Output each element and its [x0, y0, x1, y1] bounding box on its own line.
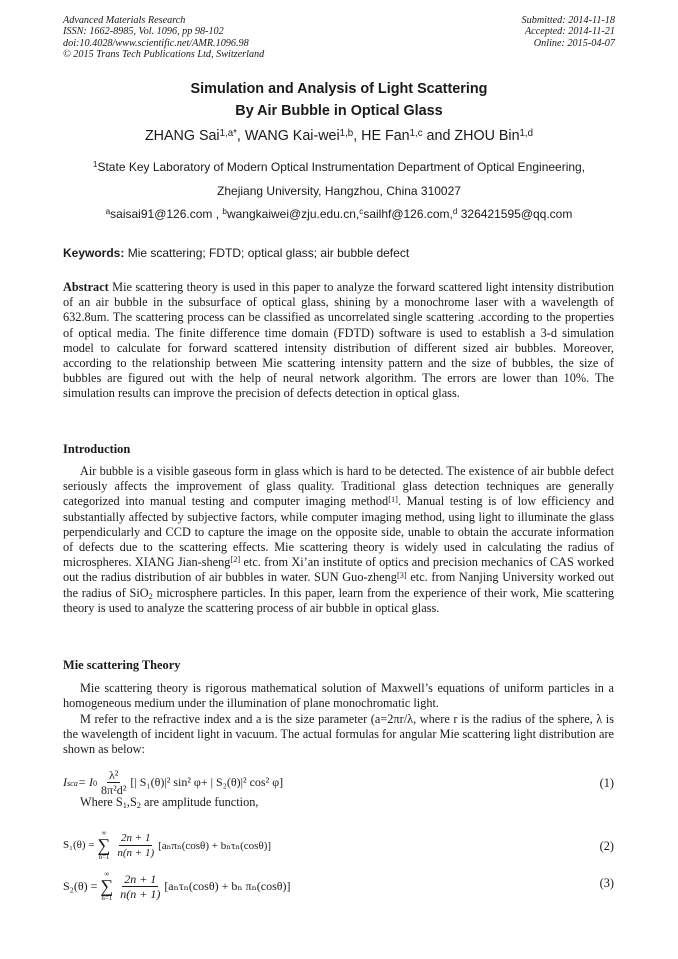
issn-line: ISSN: 1662-8985, Vol. 1096, pp 98-102: [63, 26, 224, 38]
email-c[interactable]: sailhf@126.com,: [363, 207, 453, 221]
author-affil-sup: 1,c: [409, 127, 423, 139]
mie-heading: Mie scattering Theory: [63, 658, 181, 672]
sigma-icon: ∑: [97, 835, 111, 855]
eq1-eq: = I: [77, 774, 93, 789]
introduction-heading: Introduction: [63, 442, 131, 456]
eq2-sum: [98, 829, 111, 861]
email-list: [0, 207, 678, 221]
citation-3[interactable]: [3]: [396, 570, 407, 580]
citation-2[interactable]: [2]: [230, 555, 241, 565]
title-line-1: Simulation and Analysis of Light Scattering: [190, 81, 488, 97]
intro-text: . Manual testing is of low efficiency and substantially affected by subjective factors, while computer imaging method, using light to illuminate the glass perpendicularly and CCD to capture the image on the opposite side, unable to obtain the accurate information of defects due to the scattering effects. Mie scattering theory is widely used in calculating the radius of microspheres. XIANG Jian-sheng: [63, 494, 614, 570]
email-sup: a: [105, 207, 111, 217]
introduction-paragraph: [63, 464, 614, 616]
intro-text: Air bubble is a visible gaseous form in glass which is hard to be detected. The existence of air bubble defect seriously affects the improvement of glass quality. Traditional glass detection techniques are generally categorized into manual testing and computer imaging method: [63, 464, 614, 509]
email-sup: b: [222, 207, 227, 217]
author-affil-sup: 1,a*: [219, 127, 237, 139]
intro-text: etc. from Xi’an institute of optics and precision mechanics of CAS worked out the radius distribution of air bubbles in water. SUN Guo-zheng: [63, 555, 614, 585]
eq1-fraction: [99, 768, 128, 797]
affiliation-sup: 1: [92, 160, 98, 170]
affiliation-text: State Key Laboratory of Modern Optical Instrumentation Department of Optical Engineering,: [97, 160, 586, 174]
mie-paragraph-1: Mie scattering theory is rigorous mathematical solution of Maxwell’s equations of uniform particles in a homogeneous medium under the illumination of plane monochromatic light.: [63, 681, 614, 711]
sigma-icon: ∑: [100, 876, 114, 896]
citation-1[interactable]: [1]: [388, 494, 398, 504]
eq3-sum-bottom: n=1: [101, 894, 113, 902]
paper-title: [0, 78, 678, 122]
eq1-rhs: [| S₁(θ)|² sin² φ+ | S₂(θ)|² cos² φ]: [130, 774, 284, 789]
author-sep: and: [422, 128, 455, 144]
equation-3: [63, 867, 614, 905]
submitted-date: Submitted: 2014-11-18: [521, 15, 615, 26]
subscript: 2: [148, 591, 153, 601]
affiliation: [0, 155, 678, 203]
author-sep: ,: [353, 128, 362, 144]
email-sup: c: [359, 207, 364, 217]
author-name: WANG Kai-wei: [244, 128, 340, 144]
subscript: 1: [122, 801, 127, 811]
eq3-den: n(n + 1): [120, 886, 161, 901]
eq2-lhs: S₁(θ) =: [63, 839, 95, 851]
eq3-fraction: [118, 872, 162, 901]
email-b[interactable]: wangkaiwei@zju.edu.cn,: [226, 207, 360, 221]
abstract-label: Abstract: [63, 280, 109, 294]
affiliation-line-1: [0, 155, 678, 179]
author-affil-sup: 1,d: [519, 127, 534, 139]
email-a[interactable]: saisai91@126.com ,: [110, 207, 220, 221]
equation-2: [63, 826, 614, 864]
eq3-sum-top: ∞: [104, 870, 110, 878]
author-list: [0, 128, 678, 144]
eq1-num: λ²: [108, 767, 119, 782]
eq2-num: 2n + 1: [121, 831, 151, 844]
eq3-lhs: S₂(θ) =: [63, 878, 98, 893]
affiliation-line-2: Zhejiang University, Hangzhou, China 310027: [217, 184, 461, 198]
author-affil-sup: 1,b: [339, 127, 354, 139]
eq1-lhs-sub: sca: [67, 779, 78, 789]
copyright-line: © 2015 Trans Tech Publications Ltd, Switzerland: [63, 49, 265, 61]
intro-text: etc. from Nanjing University worked out the radius of SiO: [63, 570, 614, 600]
equation-3-number: (3): [599, 876, 614, 890]
eq2-fraction: [115, 831, 156, 860]
mie-paragraph-2: M refer to the refractive index and a is the size parameter (a=2πr/λ, where r is the radius of the sphere, λ is the wavelength of incident light in vacuum. The actual formulas for angular Mie scattering light distribution are shown as below:: [63, 712, 614, 757]
eq3-rhs: [aₙτₙ(cosθ) + bₙ πₙ(cosθ)]: [164, 878, 291, 893]
eq2-sum-top: ∞: [101, 829, 107, 837]
equation-2-body: [63, 826, 271, 864]
eq2-den: n(n + 1): [117, 846, 155, 859]
equation-1-body: I $_{sca}$ = I $_0$ $\frac{\text{λ²}}{\text{8π²d²}}$ [| S₁(θ)|² sin² φ+ | S₂(θ)|² cos² φ]: [63, 767, 284, 797]
journal-name: Advanced Materials Research: [63, 15, 186, 26]
eq2-sum-bottom: n=1: [98, 853, 110, 861]
equation-2-number: (2): [599, 839, 614, 853]
eq2-rhs: [aₙπₙ(cosθ) + bₙτₙ(cosθ)]: [158, 839, 272, 852]
title-line-2: By Air Bubble in Optical Glass: [235, 103, 443, 119]
author-name: HE Fan: [361, 128, 410, 144]
keywords-label: Keywords:: [63, 246, 125, 260]
dates-info: [522, 15, 615, 49]
where-text: are amplitude function,: [140, 795, 259, 809]
journal-info: [63, 15, 264, 61]
eq1-lhs: I: [63, 774, 67, 789]
keywords-text: Mie scattering; FDTD; optical glass; air bubble defect: [124, 246, 410, 260]
where-text: ,S: [126, 795, 137, 809]
eq3-sum: [100, 870, 113, 902]
intro-text: microsphere particles. In this paper, learn from the experience of their work, Mie scattering theory is used to analyze the scattering process of air bubble in optical glass.: [63, 585, 614, 615]
keywords: [63, 246, 409, 260]
abstract: [63, 280, 614, 402]
equation-3-body: [63, 867, 291, 905]
equation-1-number: (1): [599, 776, 614, 790]
abstract-text: Mie scattering theory is used in this paper to analyze the forward scattered light intensity distribution of an air bubble in the subsurface of optical glass, shining by a monochrome laser with a wavelength of 632.8um. The scattering process can be classified as uncorrelated single scattering .according to the properties of optical media. The finite difference time domain (FDTD) software is used to establish a 3-d simulation model to calculate for forward scattered intensity distribution of different sized air bubbles. Moreover, according to the relationship between Mie scattering intensity pattern and the size of bubbles, the size of bubbles are figured out with the help of neural network algorithm. The errors are lower than 10%. The simulation results can improve the precision of defects detection in optical glass.: [63, 280, 614, 401]
accepted-date: Accepted: 2014-11-21: [524, 26, 615, 38]
online-date: Online: 2015-04-07: [533, 37, 615, 49]
doi-line: doi:10.4028/www.scientific.net/AMR.1096.98: [63, 37, 249, 49]
email-d[interactable]: 326421595@qq.com: [457, 207, 573, 221]
email-sup: d: [452, 207, 458, 217]
subscript: 2: [136, 801, 141, 811]
eq1-den: 8π²d²: [101, 782, 127, 797]
author-sep: ,: [236, 128, 245, 144]
eq3-num: 2n + 1: [124, 871, 157, 886]
where-line: [63, 795, 614, 810]
where-text: Where S: [80, 795, 123, 809]
author-name: ZHANG Sai: [144, 128, 220, 144]
author-name: ZHOU Bin: [454, 128, 520, 144]
